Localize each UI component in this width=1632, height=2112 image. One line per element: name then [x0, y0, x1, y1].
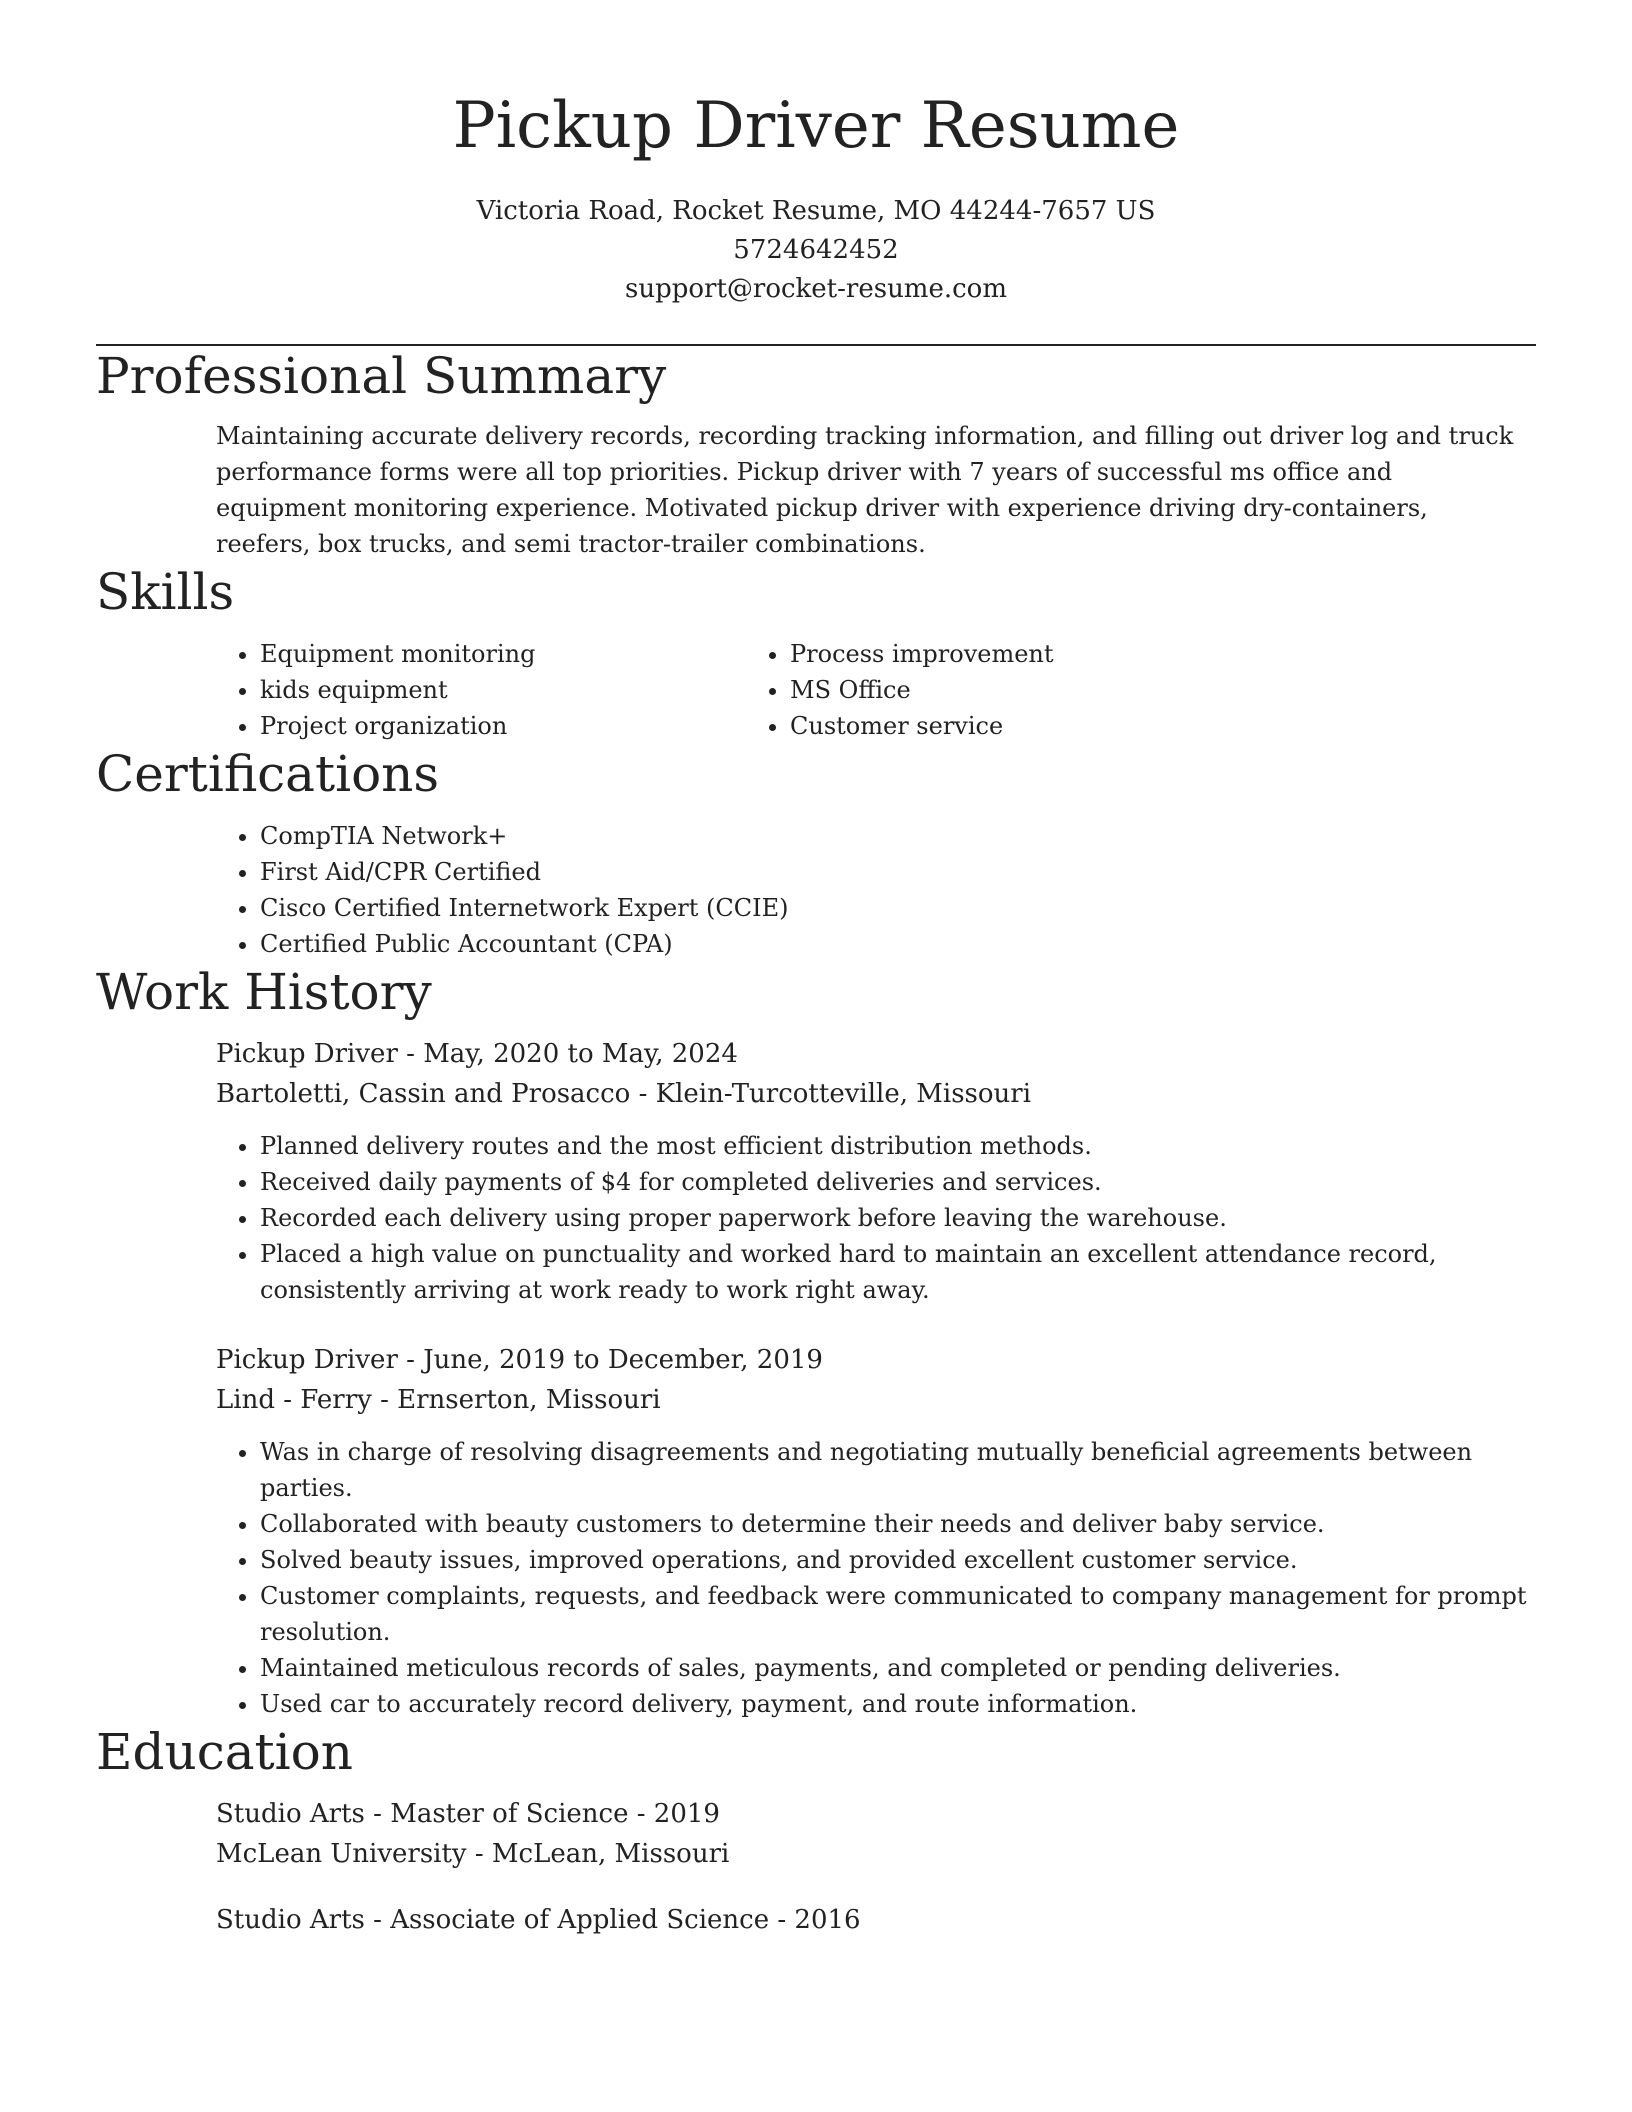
school-line: McLean University - McLean, Missouri: [216, 1839, 730, 1869]
certification-item: • First Aid/CPR Certified: [260, 854, 1536, 890]
job-duties-list: [96, 1128, 1536, 1308]
email: support@rocket-resume.com: [624, 274, 1007, 304]
job-duties-list: [96, 1434, 1536, 1722]
job-duty-item: • Collaborated with beauty customers to determine their needs and deliver baby service.: [260, 1506, 1536, 1542]
job-duty-item: • Solved beauty issues, improved operations, and provided excellent customer service.: [260, 1542, 1536, 1578]
skills-heading: Skills: [96, 563, 235, 621]
address: Victoria Road, Rocket Resume, MO 44244-7657 US: [476, 196, 1156, 226]
job-duty-item: • Used car to accurately record delivery, payment, and route information.: [260, 1686, 1536, 1722]
skills-list: [96, 636, 1536, 744]
education-entry: [96, 1900, 1536, 1940]
skill-item: • kids equipment: [260, 672, 746, 708]
degree-line: Studio Arts - Master of Science - 2019: [216, 1799, 720, 1829]
summary-text: Maintaining accurate delivery records, recording tracking information, and filling out driver log and truck performance forms were all top priorities. Pickup driver with 7 years of successful ms office and equipment monitoring experience. Motivated pickup driver with experience driving dry-containers, reefers, box trucks, and semi tractor-trailer combinations.: [216, 422, 1514, 558]
job-company-line: Bartoletti, Cassin and Prosacco - Klein-Turcotteville, Missouri: [216, 1079, 1032, 1109]
degree-line: Studio Arts - Associate of Applied Science - 2016: [216, 1905, 861, 1935]
education-entry: [96, 1794, 1536, 1874]
summary-heading: Professional Summary: [96, 347, 667, 405]
job-duty-item: • Planned delivery routes and the most efficient distribution methods.: [260, 1128, 1536, 1164]
resume-page: [96, 0, 1536, 2112]
skill-item: • MS Office: [790, 672, 1396, 708]
certifications-list: [96, 818, 1536, 962]
job-entry: [96, 1340, 1536, 1722]
skills-column-right: [746, 636, 1396, 744]
certification-item: • CompTIA Network+: [260, 818, 1536, 854]
skill-item: • Project organization: [260, 708, 746, 744]
contact-info: [96, 192, 1536, 309]
job-duty-item: • Customer complaints, requests, and feedback were communicated to company management for prompt resolution.: [260, 1578, 1536, 1650]
job-role-line: Pickup Driver - May, 2020 to May, 2024: [216, 1039, 738, 1069]
job-duty-item: • Was in charge of resolving disagreements and negotiating mutually beneficial agreements between parties.: [260, 1434, 1536, 1506]
job-duty-item: • Recorded each delivery using proper paperwork before leaving the warehouse.: [260, 1200, 1536, 1236]
skill-item: • Process improvement: [790, 636, 1396, 672]
skills-column-left: [96, 636, 746, 744]
skill-item: • Equipment monitoring: [260, 636, 746, 672]
job-company-line: Lind - Ferry - Ernserton, Missouri: [216, 1385, 661, 1415]
job-duty-item: • Maintained meticulous records of sales, payments, and completed or pending deliveries.: [260, 1650, 1536, 1686]
certification-item: • Cisco Certified Internetwork Expert (CCIE): [260, 890, 1536, 926]
job-duty-item: • Placed a high value on punctuality and worked hard to maintain an excellent attendance record, consistently arriving at work ready to work right away.: [260, 1236, 1536, 1308]
job-duty-item: • Received daily payments of $4 for completed deliveries and services.: [260, 1164, 1536, 1200]
resume-title: Pickup Driver Resume: [452, 89, 1180, 163]
phone: 5724642452: [733, 235, 899, 265]
education-heading: Education: [96, 1723, 353, 1781]
job-entry: [96, 1034, 1536, 1308]
job-role-line: Pickup Driver - June, 2019 to December, 2019: [216, 1345, 823, 1375]
work-history-heading: Work History: [96, 963, 432, 1021]
skill-item: • Customer service: [790, 708, 1396, 744]
certifications-heading: Certifications: [96, 745, 440, 803]
certification-item: • Certified Public Accountant (CPA): [260, 926, 1536, 962]
resume-header: [96, 0, 1536, 309]
